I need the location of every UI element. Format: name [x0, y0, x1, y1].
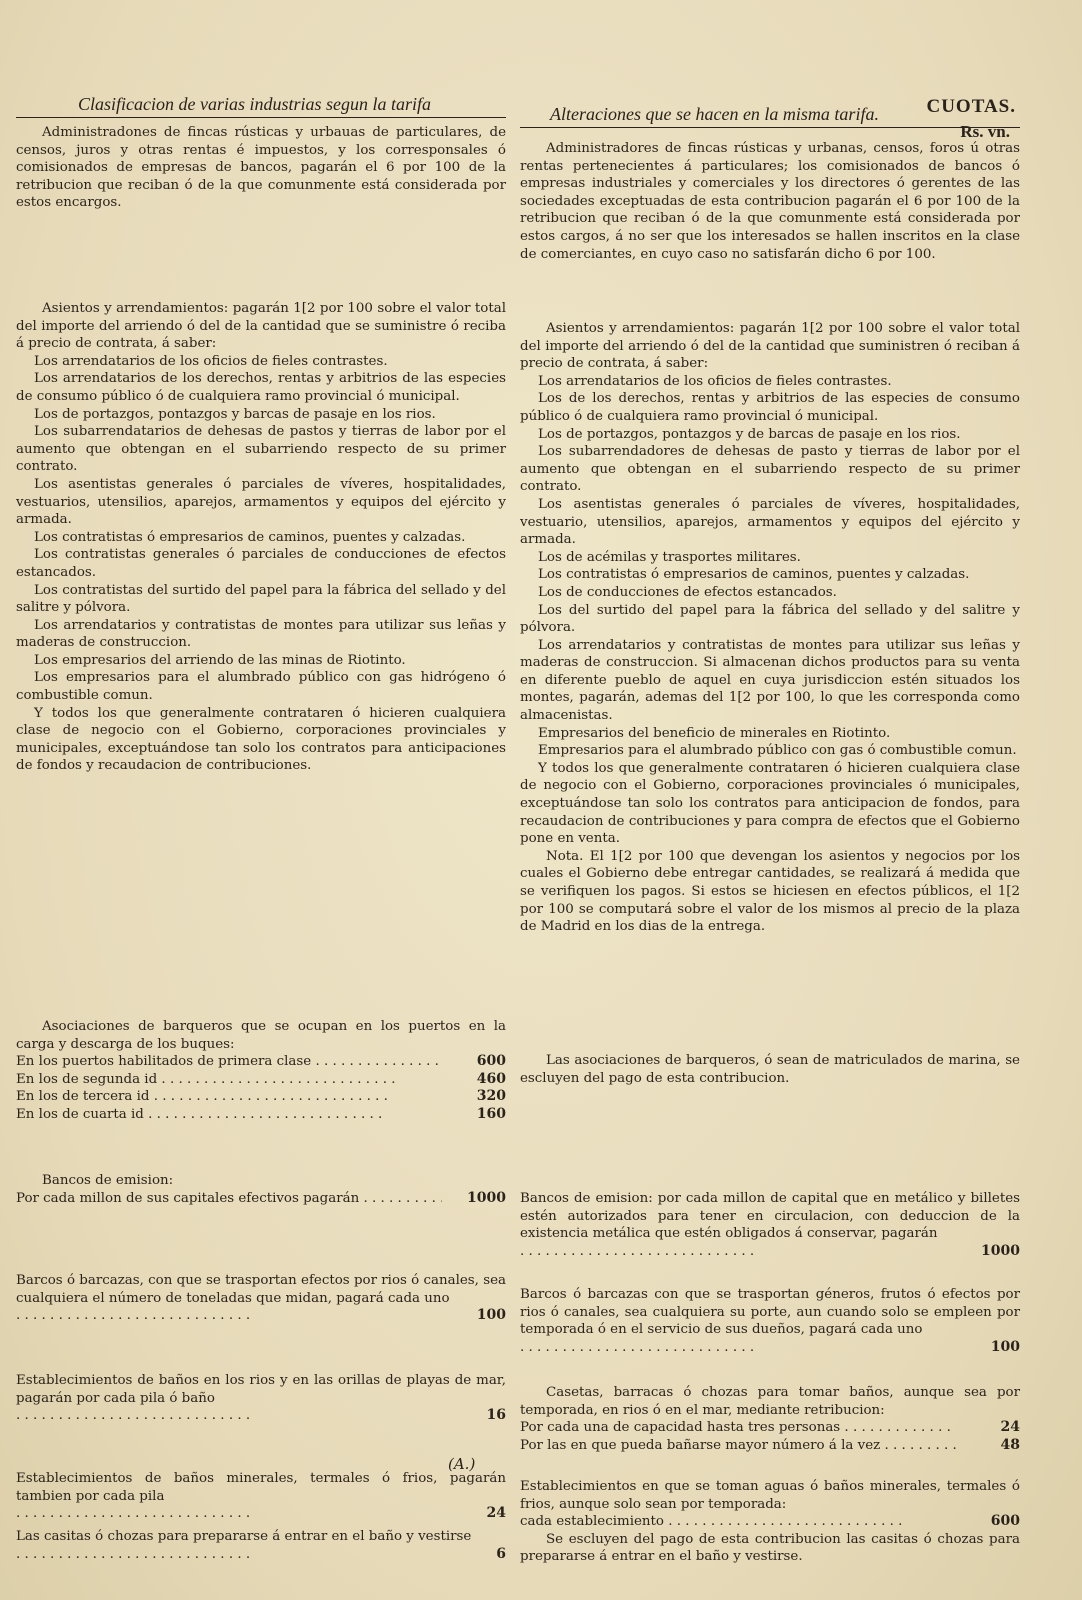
list-item: Los de conducciones de efectos estancados.: [538, 584, 837, 600]
right-barqueros: [520, 1052, 1020, 1087]
row-label: En los de cuarta id . . .: [16, 1106, 442, 1124]
amount-row: [16, 1053, 506, 1071]
row-label: [16, 1505, 442, 1523]
list-item: Los empresarios del arriendo de las minas de Riotinto.: [34, 652, 406, 668]
paragraph-text: Establecimientos de baños minerales, termales ó frios, pagarán tambien por cada pila: [16, 1471, 506, 1504]
paragraph: Administradores de fincas rústicas y urbanas, censos, foros ú otras rentas pertenecientes á particulares; los comisionados de bancos ó empresas industriales y comerciales y los directores ó gerentes de las sociedades exceptuadas de esta contribucion pagarán el 6 por 100 de la retribucion que reciban ó de la que comunmente está considerada por estos cargos, á no ser que los interesados se hallen inscritos en la clase de comerciantes, en cuyo caso no satisfarán dicho 6 por 100.: [520, 141, 1020, 262]
list-item: Los arrendatarios y contratistas de montes para utilizar sus leñas y maderas de construccion.: [16, 617, 506, 651]
paragraph: Asientos y arrendamientos: pagarán 1[2 por 100 sobre el valor total del importe del arriendo ó del de la cantidad que se suministre ó reciba á precio de contrata, á saber:: [16, 301, 506, 352]
paragraph: Casetas, barracas ó chozas para tomar baños, aunque sea por temporada, en rios ó en el mar, mediante retribucion:: [520, 1385, 1020, 1418]
amount-row: [16, 1190, 506, 1208]
list-item: Los de los derechos, rentas y arbitrios de las especies de consumo público ó de cualquiera ramo provincial ó municipal.: [520, 391, 1020, 424]
left-asientos: [16, 300, 506, 775]
list-item: Los contratistas ó empresarios de caminos, puentes y calzadas.: [538, 567, 970, 583]
currency-heading: Rs. vn.: [960, 122, 1010, 141]
left-barcos: [16, 1272, 506, 1325]
row-label: Por cada millon de sus capitales efectivos pagarán . . .: [16, 1190, 442, 1208]
list-item: Los asentistas generales ó parciales de víveres, hospitalidades, vestuarios, utensilios, aparejos, armamentos y equipos del ejército y armada.: [16, 476, 506, 528]
nota-paragraph: Nota. El 1[2 por 100 que devengan los asientos y negocios por los cuales el Gobierno debe entregar cantidades, se realizará á medida que se verifiquen los pagos. Si estos se hiciesen en efectos públicos, el 1[2 por 100 se computará sobre el valor de los mismos al precio de la plaza de Madrid en los dias de la entrega.: [520, 848, 1020, 935]
row-amount: 460: [476, 1070, 506, 1087]
row-label: Por cada una de capacidad hasta tres personas . . .: [520, 1419, 956, 1437]
list-item: Los contratistas generales ó parciales de conducciones de efectos estancados.: [16, 547, 506, 580]
left-minerales: [16, 1470, 506, 1523]
right-asientos-list: [520, 373, 1020, 848]
right-column-header: Alteraciones que se hacen en la misma tarifa.: [520, 104, 1020, 128]
paragraph: [520, 1190, 1020, 1243]
right-bancos: [520, 1190, 1020, 1260]
left-asientos-list: [16, 353, 506, 775]
amount-row: [16, 1071, 506, 1089]
list-item: Los empresarios para el alumbrado público con gas hidrógeno ó combustible comun.: [16, 670, 506, 704]
right-column: [520, 0, 1020, 1600]
row-label: Por las en que pueda bañarse mayor número á la vez . . .: [520, 1437, 956, 1455]
list-item: Empresarios para el alumbrado público con gas ó combustible comun.: [538, 743, 1017, 759]
row-label: En los de tercera id . . .: [16, 1088, 442, 1106]
row-amount: 100: [476, 1307, 506, 1324]
paragraph: Asientos y arrendamientos: pagarán 1[2 por 100 sobre el valor total del importe del arriendo ó del de la cantidad que suministren ó reciban á precio de contrata, á saber:: [520, 321, 1020, 372]
paragraph: Las asociaciones de barqueros, ó sean de matriculados de marina, se escluyen del pago de esta contribucion.: [520, 1053, 1020, 1086]
amount-row: [16, 1106, 506, 1124]
row-amount: 320: [476, 1088, 506, 1105]
paragraph: [16, 1470, 506, 1505]
paragraph-text: Establecimientos de baños en los rios y en las orillas de playas de mar, pagarán por cada pila ó baño: [16, 1373, 506, 1406]
row-label: [16, 1407, 442, 1425]
row-label: cada establecimiento . . .: [520, 1513, 956, 1531]
left-bancos: [16, 1172, 506, 1207]
amount-row: [520, 1419, 1020, 1437]
left-casitas: [16, 1528, 506, 1563]
left-column-header: Clasificacion de varias industrias segun la tarifa: [16, 94, 506, 118]
row-amount: 6: [496, 1545, 506, 1562]
list-item: Los de portazgos, pontazgos y barcas de pasaje en los rios.: [34, 406, 436, 422]
list-item: Los subarrendadores de dehesas de pasto y tierras de labor por el aumento que obtengan en el subarriendo respecto de su primer contrato.: [520, 444, 1020, 495]
row-label: [16, 1546, 442, 1564]
left-barqueros-rows: [16, 1053, 506, 1123]
row-amount: 600: [990, 1513, 1020, 1530]
paragraph: Se escluyen del pago de esta contribucion las casitas ó chozas para prepararse á entrar en el baño y vestirse.: [520, 1531, 1020, 1565]
right-administradores: [520, 140, 1020, 263]
cuotas-heading: CUOTAS.: [926, 96, 1016, 117]
row-amount: 24: [486, 1505, 506, 1522]
note-marker: (A.): [448, 1455, 476, 1473]
list-item: Los arrendatarios de los oficios de fieles contrastes.: [538, 373, 892, 389]
left-column: [16, 0, 506, 1600]
right-casetas-rows: [520, 1419, 1020, 1454]
amount-row: [16, 1407, 506, 1425]
paragraph-text: Las casitas ó chozas para prepararse á entrar en el baño y vestirse: [16, 1529, 472, 1544]
row-label: [520, 1339, 956, 1357]
row-amount: 48: [1000, 1436, 1020, 1453]
section-title: Bancos de emision:: [42, 1173, 174, 1188]
paragraph: [16, 1528, 506, 1546]
list-item: Los subarrendatarios de dehesas de pastos y tierras de labor por el aumento que obtengan en el subarriendo respecto de su primer contrato.: [16, 424, 506, 475]
paragraph: Asociaciones de barqueros que se ocupan en los puertos en la carga y descarga de los buques:: [16, 1019, 506, 1052]
row-amount: 1000: [467, 1189, 506, 1206]
list-item: Los arrendatarios de los oficios de fieles contrastes.: [34, 353, 388, 369]
list-item: Los contratistas del surtido del papel para la fábrica del sellado y del salitre y pólvora.: [16, 582, 506, 616]
paragraph: [520, 1286, 1020, 1339]
paragraph-text: Barcos ó barcazas, con que se trasportan efectos por rios ó canales, sea cualquiera el número de toneladas que midan, pagará cada uno: [16, 1273, 506, 1306]
row-amount: 1000: [981, 1242, 1020, 1259]
amount-row: [520, 1437, 1020, 1455]
amount-row: [520, 1243, 1020, 1261]
list-item: Los arrendatarios de los derechos, rentas y arbitrios de las especies de consumo público ó de cualquiera ramo provincial ó municipal.: [16, 371, 506, 404]
amount-row: [16, 1088, 506, 1106]
list-item: Los arrendatarios y contratistas de montes para utilizar sus leñas y maderas de construccion. Si almacenan dichos productos para su venta en diferente pueblo de aquel en cuya jurisdiccion estén situados los montes, pagarán, ademas del 1[2 por 100, lo que les corresponda como almacenistas.: [520, 637, 1020, 724]
list-item: Empresarios del beneficio de minerales en Riotinto.: [538, 725, 891, 741]
left-barqueros: [16, 1018, 506, 1124]
right-casetas: [520, 1384, 1020, 1454]
right-minerales: [520, 1478, 1020, 1566]
list-item: Los contratistas ó empresarios de caminos, puentes y calzadas.: [34, 529, 466, 545]
row-amount: 100: [990, 1338, 1020, 1355]
paragraph: [16, 1372, 506, 1407]
left-administradores: [16, 124, 506, 212]
right-barcos: [520, 1286, 1020, 1356]
list-item: Los de portazgos, pontazgos y de barcas de pasaje en los rios.: [538, 426, 961, 442]
row-amount: 160: [476, 1105, 506, 1122]
amount-row: [16, 1307, 506, 1325]
list-item: Los de acémilas y trasportes militares.: [538, 549, 801, 565]
row-label: [520, 1243, 956, 1261]
row-amount: 600: [476, 1053, 506, 1070]
left-banos: [16, 1372, 506, 1425]
row-label: [16, 1307, 442, 1325]
list-item: Los asentistas generales ó parciales de víveres, hospitalidades, vestuario, utensilios, aparejos, armamentos y equipos del ejército y armada.: [520, 496, 1020, 548]
list-item: Y todos los que generalmente contrataren ó hicieren cualquiera clase de negocio con el Gobierno, corporaciones provinciales ó municipales, exceptuándose tan solo los contratos para anticipacion de fondos, para recaudacion de contribuciones y para compra de efectos que el Gobierno pone en venta.: [520, 760, 1020, 847]
paragraph: Administradones de fincas rústicas y urbauas de particulares, de censos, juros y otras rentas é impuestos, y los corresponsales ó comisionados de empresas de bancos, pagarán el 6 por 100 de la retribucion que reciban ó de la que comunmente está considerada por estos encargos.: [16, 125, 506, 211]
list-item: Y todos los que generalmente contrataren ó hicieren cualquiera clase de negocio con el Gobierno, corporaciones provinciales y municipales, exceptuándose tan solo los contratos para anticipaciones de fondos y recaudacion de contribuciones.: [16, 705, 506, 774]
amount-row: [520, 1339, 1020, 1357]
amount-row: [16, 1505, 506, 1523]
paragraph-text: Barcos ó barcazas con que se trasportan géneros, frutos ó efectos por rios ó canales, sea cualquiera su porte, aun cuando solo se empleen por temporada ó en el servicio de sus dueños, pagará cada uno: [520, 1287, 1020, 1338]
paragraph: [16, 1272, 506, 1307]
row-amount: 24: [1000, 1419, 1020, 1436]
list-item: Los del surtido del papel para la fábrica del sellado y del salitre y pólvora.: [520, 602, 1020, 636]
paragraph-text: Bancos de emision: por cada millon de capital que en metálico y billetes estén autorizados para tener en circulacion, con deduccion de la existencia metálica que estén obligados á conservar, pagarán: [520, 1191, 1020, 1242]
row-amount: 16: [486, 1407, 506, 1424]
amount-row: [16, 1546, 506, 1564]
amount-row: [520, 1513, 1020, 1531]
row-label: En los puertos habilitados de primera clase . . .: [16, 1053, 442, 1071]
right-asientos: [520, 320, 1020, 936]
paragraph: Establecimientos en que se toman aguas ó baños minerales, termales ó frios, aunque solo sean por temporada:: [520, 1479, 1020, 1512]
row-label: En los de segunda id . . .: [16, 1071, 442, 1089]
